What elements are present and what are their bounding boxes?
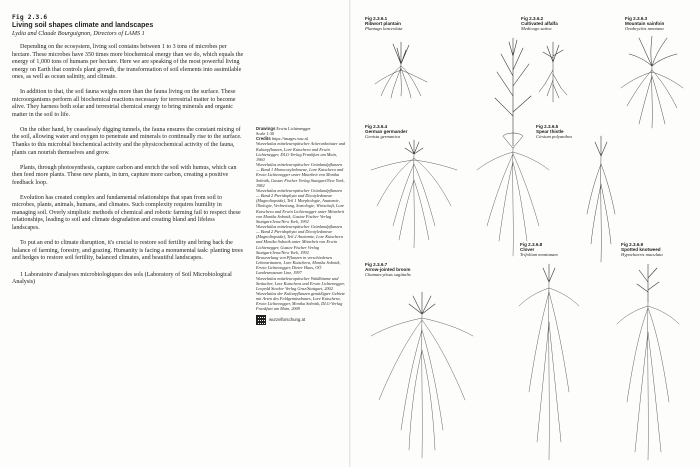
plant-latin-name: Plantago lanceolata: [365, 26, 403, 32]
plant-latin-name: Hypochaeris maculata: [621, 252, 663, 258]
plant-fig-number: Fig 2.3.6.7: [365, 262, 388, 267]
credit-text: Wurzelatlas mitteleuropäischer Ackerunkräuter und Kulturpflanzen, Lore Kutschera and Erwin Lichtenegger, DLG-Verlag Frankfurt am Main, 1960: [256, 141, 346, 162]
plant-fig-number: Fig 2.3.6.2: [521, 16, 544, 21]
website-link[interactable]: [256, 315, 346, 325]
credit-line: [256, 141, 346, 162]
plant-root-drawing: [473, 36, 553, 256]
plant-common-name: Mountain sainfoin: [625, 21, 665, 27]
plant-root-drawing: [517, 262, 581, 462]
credit-label: Drawings: [256, 126, 276, 131]
plant-caption: [365, 124, 435, 140]
plant-root-drawing: [371, 38, 431, 100]
plant-fig-number: Fig 2.3.6.4: [365, 124, 388, 129]
qr-code-icon: [256, 315, 266, 325]
credit-line: [256, 291, 346, 312]
credit-url[interactable]: https://images.wur.nl: [271, 136, 308, 142]
plant-latin-name: Onobrychis montana: [625, 26, 664, 32]
plant-fig-number: Fig 2.3.6.5: [536, 124, 559, 129]
left-page-text: [12, 14, 244, 287]
plant-caption: [521, 16, 585, 32]
plant-caption: [625, 16, 693, 32]
credit-text: Wurzelatlas mitteleuropäischer Grünlandpflanzen — Band 2 Pteridophyta und Dicotyledoneae (Magnoliopsida), Teil 2 Anatomie, Lore Kutschera and Monika Sobotik unter Mitarbeit von Erwin Lichtenegger, Gustav Fischer Verlag Stuttgart/Jena/New York, 1992: [256, 223, 343, 255]
plant-fig-number: Fig 2.3.6.8: [520, 242, 543, 247]
plant-caption: [621, 242, 681, 258]
plant-common-name: Arrow-jointed broom: [365, 267, 411, 273]
article-authors: Lydia and Claude Bourguignon, Directors of LAMS 1: [12, 30, 145, 37]
credit-text: Wurzelatlas mitteleuropäischer Grünlandpflanzen — Band 2 Pteridophyta und Dicotyledoneae (Magnoliopsida), Teil 1 Morphologie, Anatomie, Ökologie, Verbreitung, Soziologie, Wirtschaft, Lore Kutschera and Erwin Lichtenegger unter Mitarbeit von Monika Sobotik, Gustav Fischer Verlag Stuttgart/Jena/New York, 1992: [256, 187, 344, 224]
paragraph: To put an end to climate disruption, it's crucial to restore soil fertility and bring back the balance of farming, forestry, and grazing. Humanity is facing a monumental task: planting trees and hedges to restore soil fertility, balanced climates, and beautiful landscapes.: [12, 239, 243, 262]
plant-latin-name: Trifolium montanum: [520, 252, 558, 258]
website-url[interactable]: wurzelforschung.at: [269, 317, 306, 323]
plant-common-name: Clover: [520, 247, 535, 253]
paragraph: Depending on the ecosystem, living soil contains between 1 to 3 tons of microbes per hectare. These microbes have 350 times more biochemical energy than we do, which equals the energy of 1,000 tons of humans per hectare. Here we are speaking of the most powerful living energy on Earth that controls plant growth, the transformation of soil elements into assimilable ones, as well as ocean salinity, and climate.: [12, 44, 244, 81]
plant-caption: [365, 16, 427, 32]
credit-text: Wurzelatlas mitteleuropäischer Waldbäume und Sträucher, Lore Kutschera and Erwin Lichtenegger, Leopold Stocker Verlag Graz/Stuttgart, 2002: [256, 275, 345, 291]
plant-latin-name: Genista germanica: [365, 134, 401, 140]
credit-line: Scale 1:30: [256, 131, 275, 137]
plant-common-name: Spear thistle: [536, 129, 564, 135]
figure-number: Fig 2.3.6: [12, 14, 48, 21]
credit-text: Wurzelatlas der Kulturpflanzen gemäßigter Gebiete mit Arten des Feldgemüsebaues, Lore Kutschera, Erwin Lichtenegger, Monika Sobotik, DLG-Verlag Frankfurt am Main, 2009: [256, 291, 346, 312]
plant-latin-name: Cirsium polyanthos: [536, 134, 573, 140]
plant-common-name: Cultivated alfalfa: [521, 21, 558, 27]
credit-text: Wurzelatlas mitteleuropäischer Grünlandpflanzen — Band 1 Monocotyledoneae, Lore Kutschera and Erwin Lichtenegger unter Mitarbeit von Monika Sobotik, Gustav Fischer Verlag Stuttgart/New York, 1982: [256, 162, 345, 188]
credit-line: [256, 188, 346, 224]
plant-common-name: Ribwort plantain: [365, 21, 401, 27]
article-body: [12, 44, 244, 287]
footnote: 1 Laboratoire d'analyses microbiologiques des sols (Laboratory of Soil Microbiological Analysis): [12, 271, 232, 286]
plant-root-drawing: [367, 290, 477, 460]
credit-line: [256, 276, 346, 291]
right-page-plate: [351, 0, 700, 467]
article-title: Living soil shapes climate and landscapes: [12, 22, 154, 29]
plant-root-drawing: [613, 262, 683, 462]
plant-root-drawing: [617, 36, 687, 128]
credit-line: [256, 224, 346, 255]
paragraph: In addition to that, the soil fauna weighs more than the fauna living on the surface. These microorganisms perform all biochemical reactions necessary for terrestrial matter to become alive. They harness both solar and terrestrial chemical energy to bring minerals and organic matter in the soil to life.: [12, 89, 236, 118]
credit-text: Erwin Lichtenegger: [276, 126, 311, 131]
plant-latin-name: Chamaecytisus sagittalis: [365, 272, 411, 278]
paragraph: Plants, through photosynthesis, capture carbon and enrich the soil with humus, which can then feed more plants. These new plants, in turn, capture more carbon, creating a positive feedback loop.: [12, 164, 237, 186]
credit-line: [256, 162, 346, 188]
plant-root-drawing: [577, 134, 625, 264]
credit-text: Bewurzelung von Pflanzen in verschiedenen Lebensräumen, Lore Kutschera, Monika Sobotik, Erwin Lichtenegger, Dieter Haas, OÖ Landesmuseum Linz, 1997: [256, 254, 341, 276]
paragraph: On the other hand, by ceaselessly digging tunnels, the fauna ensures the constant mixing of the soil, allowing water and oxygen to penetrate and minerals to continually rise to the surface. Thanks to this microbial biochemical activity and the physicochemical activity of the fauna, plants can nourish themselves and grow.: [12, 126, 242, 156]
credit-label: Credits: [256, 136, 271, 142]
plant-caption: [365, 262, 445, 278]
plant-latin-name: Medicago sativa: [521, 26, 552, 32]
credits-column: [256, 126, 346, 325]
plant-common-name: Spotted knotweed: [621, 247, 661, 253]
plant-fig-number: Fig 2.3.6.9: [621, 242, 644, 247]
paragraph: Evolution has created complex and fundamental relationships that span from soil to microbes, plants, animals, humans, and climates. Such complexity requires humility in managing soil. Overly simplistic methods of chemical and robotic farming fail to respect these relationships, leading to soil and climate degradation and creating bland and lifeless landscapes.: [12, 194, 241, 231]
plant-common-name: German germander: [365, 129, 408, 135]
plant-fig-number: Fig 2.3.6.3: [625, 16, 648, 21]
plant-root-drawing: [369, 140, 459, 250]
credit-line: [256, 255, 346, 276]
plant-fig-number: Fig 2.3.6.1: [365, 16, 388, 21]
